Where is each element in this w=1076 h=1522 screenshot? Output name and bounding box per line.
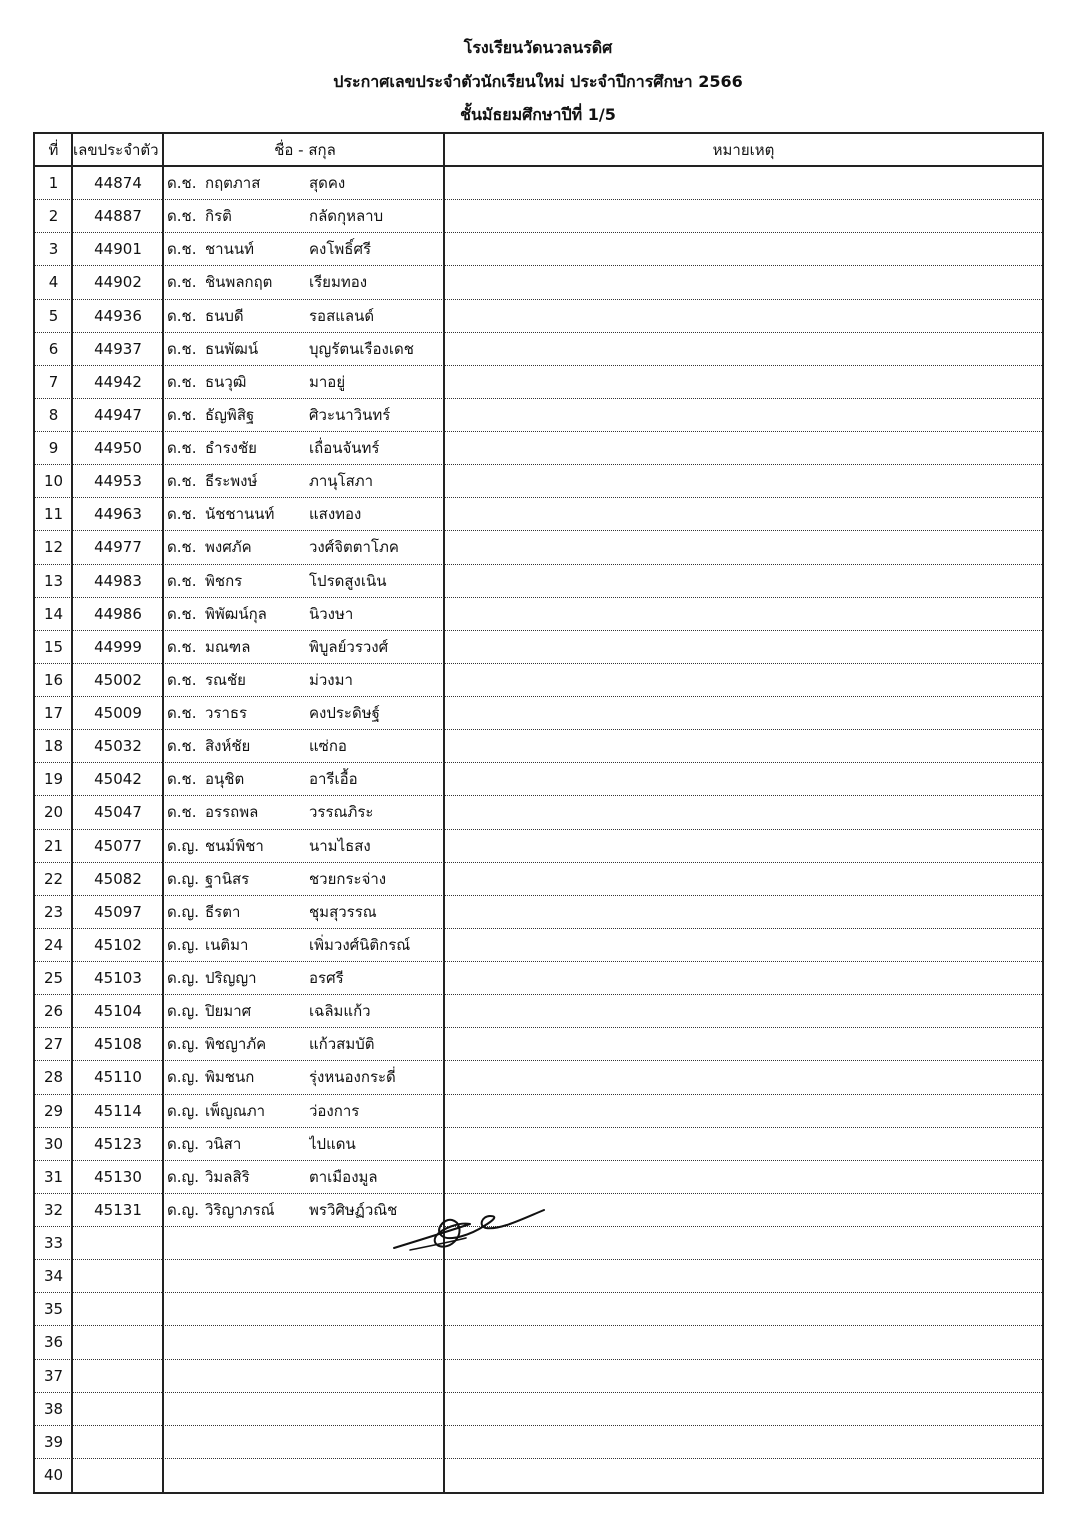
note-cell <box>445 432 1042 464</box>
table-row <box>35 333 1042 366</box>
table-row <box>35 531 1042 564</box>
last-name: ม่วงมา <box>309 670 353 689</box>
student-id <box>73 1293 163 1325</box>
table-row <box>35 1028 1042 1061</box>
last-name: เถื่อนจันทร์ <box>309 439 380 458</box>
first-name: ธนบดี <box>205 306 244 325</box>
name-prefix: ด.ช. <box>167 505 197 524</box>
table-row <box>35 167 1042 200</box>
student-id: 45077 <box>94 836 142 855</box>
row-number: 31 <box>43 1167 64 1186</box>
first-name: ปิยมาศ <box>205 1002 252 1021</box>
row-number: 3 <box>48 240 59 259</box>
announcement-title: ประกาศเลขประจำตัวนักเรียนใหม่ ประจำปีการศึกษา 2566 <box>333 72 743 91</box>
student-id: 44983 <box>94 571 142 590</box>
first-name: ฐานิสร <box>205 869 250 888</box>
first-name: พิพัฒน์กุล <box>205 604 267 623</box>
last-name: เฉลิมแก้ว <box>309 1002 371 1021</box>
note-cell <box>445 1326 1042 1358</box>
note-cell <box>445 200 1042 232</box>
first-name: อรรถพล <box>205 803 259 822</box>
first-name: ธัญพิสิฐ <box>205 405 255 424</box>
note-cell <box>445 1293 1042 1325</box>
note-cell <box>445 1459 1042 1492</box>
last-name: เพิ่มวงศ์นิติกรณ์ <box>309 935 411 954</box>
table-row <box>35 1360 1042 1393</box>
row-number: 12 <box>43 538 64 557</box>
first-name: นัชชานนท์ <box>205 505 275 524</box>
student-id: 44986 <box>94 604 142 623</box>
row-number: 14 <box>43 604 64 623</box>
last-name: บุญรัตนเรืองเดช <box>309 339 414 358</box>
note-cell <box>445 300 1042 332</box>
row-number: 2 <box>48 207 59 226</box>
row-number: 20 <box>43 803 64 822</box>
row-number: 16 <box>43 670 64 689</box>
first-name: ธีระพงษ์ <box>205 472 258 491</box>
student-id: 45002 <box>94 670 142 689</box>
note-cell <box>445 1260 1042 1292</box>
name-prefix: ด.ช. <box>167 637 197 656</box>
last-name: นามไธสง <box>309 836 371 855</box>
table-row <box>35 631 1042 664</box>
note-cell <box>445 498 1042 530</box>
last-name: นิวงษา <box>309 604 354 623</box>
last-name: คงประดิษฐ์ <box>309 704 380 723</box>
note-cell <box>445 962 1042 994</box>
note-cell <box>445 631 1042 663</box>
first-name <box>205 1426 310 1458</box>
last-name: พิบูลย์วรวงศ์ <box>309 637 389 656</box>
first-name: ธำรงชัย <box>205 439 257 458</box>
class-title: ชั้นมัธยมศึกษาปีที่ 1/5 <box>460 105 616 124</box>
row-number: 30 <box>43 1134 64 1153</box>
last-name: วงศ์จิตตาโภค <box>309 538 399 557</box>
table-row <box>35 1293 1042 1326</box>
last-name: คงโพธิ์ศรี <box>309 240 372 259</box>
student-id: 45108 <box>94 1035 142 1054</box>
row-number: 13 <box>43 571 64 590</box>
table-row <box>35 1459 1042 1492</box>
first-name: อนุชิต <box>205 770 245 789</box>
table-row <box>35 498 1042 531</box>
last-name: รุ่งหนองกระดี่ <box>309 1068 396 1087</box>
first-name: ชินพลกฤต <box>205 273 273 292</box>
first-name: กฤตภาส <box>205 174 261 193</box>
table-row <box>35 598 1042 631</box>
last-name: สุดคง <box>309 174 346 193</box>
name-prefix: ด.ญ. <box>167 969 200 988</box>
name-prefix: ด.ญ. <box>167 1002 200 1021</box>
first-name <box>205 1326 310 1358</box>
student-id <box>73 1260 163 1292</box>
last-name: มาอยู่ <box>309 372 346 391</box>
name-prefix <box>167 1260 207 1292</box>
name-prefix: ด.ช. <box>167 273 197 292</box>
first-name <box>205 1227 310 1259</box>
row-number: 26 <box>43 1002 64 1021</box>
student-id: 45009 <box>94 704 142 723</box>
student-id: 44942 <box>94 372 142 391</box>
student-id: 45102 <box>94 935 142 954</box>
table-row <box>35 1061 1042 1094</box>
name-prefix: ด.ช. <box>167 538 197 557</box>
student-id: 45110 <box>94 1068 142 1087</box>
student-id: 44953 <box>94 472 142 491</box>
name-prefix: ด.ช. <box>167 306 197 325</box>
table-row <box>35 863 1042 896</box>
row-number: 7 <box>48 372 59 391</box>
note-cell <box>445 796 1042 828</box>
last-name: อารีเอื้อ <box>309 770 358 789</box>
first-name: วิมลสิริ <box>205 1167 250 1186</box>
student-id: 44902 <box>94 273 142 292</box>
first-name <box>205 1293 310 1325</box>
name-prefix: ด.ช. <box>167 737 197 756</box>
name-prefix: ด.ช. <box>167 439 197 458</box>
note-cell <box>445 1360 1042 1392</box>
note-cell <box>445 995 1042 1027</box>
table-row <box>35 1326 1042 1359</box>
table-row <box>35 233 1042 266</box>
student-id: 44977 <box>94 538 142 557</box>
table-row <box>35 995 1042 1028</box>
row-number: 4 <box>48 273 59 292</box>
table-row <box>35 697 1042 730</box>
table-row <box>35 366 1042 399</box>
name-prefix: ด.ญ. <box>167 869 200 888</box>
name-prefix: ด.ญ. <box>167 1200 200 1219</box>
name-prefix <box>167 1326 207 1358</box>
student-id: 44874 <box>94 174 142 193</box>
last-name: โปรดสูงเนิน <box>309 571 387 590</box>
student-id <box>73 1393 163 1425</box>
table-row <box>35 763 1042 796</box>
note-cell <box>445 730 1042 762</box>
first-name <box>205 1459 310 1492</box>
last-name <box>309 1326 441 1358</box>
table-row <box>35 300 1042 333</box>
student-id: 45042 <box>94 770 142 789</box>
note-cell <box>445 565 1042 597</box>
first-name: ปริญญา <box>205 969 257 988</box>
row-number: 22 <box>43 869 64 888</box>
table-row <box>35 200 1042 233</box>
name-prefix: ด.ช. <box>167 803 197 822</box>
last-name: อรศรี <box>309 969 344 988</box>
name-prefix: ด.ช. <box>167 770 197 789</box>
last-name: ว่องการ <box>309 1101 360 1120</box>
student-id: 44947 <box>94 405 142 424</box>
table-row <box>35 1260 1042 1293</box>
table-row <box>35 1161 1042 1194</box>
first-name: พิชญาภัค <box>205 1035 267 1054</box>
table-header-row <box>35 134 1042 167</box>
last-name <box>309 1360 441 1392</box>
name-prefix: ด.ญ. <box>167 836 200 855</box>
header-name: ชื่อ - สกุล <box>274 140 336 159</box>
first-name: ชนม์พิชา <box>205 836 264 855</box>
student-id <box>73 1426 163 1458</box>
last-name: ตาเมืองมูล <box>309 1167 378 1186</box>
name-prefix: ด.ญ. <box>167 1068 200 1087</box>
name-prefix <box>167 1227 207 1259</box>
row-number: 37 <box>43 1366 64 1385</box>
row-number: 27 <box>43 1035 64 1054</box>
name-prefix: ด.ญ. <box>167 1134 200 1153</box>
name-prefix: ด.ช. <box>167 704 197 723</box>
student-id: 45082 <box>94 869 142 888</box>
name-prefix <box>167 1393 207 1425</box>
note-cell <box>445 233 1042 265</box>
student-id: 45114 <box>94 1101 142 1120</box>
last-name: แก้วสมบัติ <box>309 1035 375 1054</box>
student-id: 45097 <box>94 902 142 921</box>
note-cell <box>445 1426 1042 1458</box>
name-prefix: ด.ญ. <box>167 1167 200 1186</box>
row-number: 35 <box>43 1300 64 1319</box>
name-prefix: ด.ช. <box>167 207 197 226</box>
row-number: 5 <box>48 306 59 325</box>
last-name: ภานุโสภา <box>309 472 374 491</box>
first-name: กิรติ <box>205 207 232 226</box>
first-name: รณชัย <box>205 670 246 689</box>
row-number: 38 <box>43 1399 64 1418</box>
table-row <box>35 1095 1042 1128</box>
student-id: 45032 <box>94 737 142 756</box>
note-cell <box>445 465 1042 497</box>
table-row <box>35 896 1042 929</box>
note-cell <box>445 763 1042 795</box>
first-name: สิงห์ชัย <box>205 737 251 756</box>
first-name: เพ็ญณภา <box>205 1101 266 1120</box>
table-row <box>35 929 1042 962</box>
last-name <box>309 1459 441 1492</box>
first-name <box>205 1360 310 1392</box>
row-number: 1 <box>48 174 59 193</box>
table-row <box>35 432 1042 465</box>
note-cell <box>445 399 1042 431</box>
first-name <box>205 1260 310 1292</box>
student-id: 44936 <box>94 306 142 325</box>
last-name <box>309 1260 441 1292</box>
first-name: พงศภัค <box>205 538 252 557</box>
student-id <box>73 1227 163 1259</box>
note-cell <box>445 266 1042 298</box>
row-number: 32 <box>43 1200 64 1219</box>
row-number: 10 <box>43 472 64 491</box>
row-number: 23 <box>43 902 64 921</box>
name-prefix: ด.ช. <box>167 604 197 623</box>
name-prefix <box>167 1459 207 1492</box>
student-id: 44887 <box>94 207 142 226</box>
first-name: เนติมา <box>205 935 249 954</box>
name-prefix <box>167 1293 207 1325</box>
note-cell <box>445 1095 1042 1127</box>
name-prefix: ด.ช. <box>167 174 197 193</box>
note-cell <box>445 366 1042 398</box>
note-cell <box>445 1393 1042 1425</box>
last-name: ชวยกระจ่าง <box>309 869 387 888</box>
row-number: 36 <box>43 1333 64 1352</box>
student-id: 44901 <box>94 240 142 259</box>
note-cell <box>445 664 1042 696</box>
first-name: วนิสา <box>205 1134 242 1153</box>
row-number: 15 <box>43 637 64 656</box>
last-name <box>309 1426 441 1458</box>
row-number: 24 <box>43 935 64 954</box>
first-name: พิชกร <box>205 571 243 590</box>
header-note: หมายเหตุ <box>712 140 775 159</box>
last-name: แซ่กอ <box>309 737 347 756</box>
last-name: ไปแดน <box>309 1134 356 1153</box>
note-cell <box>445 333 1042 365</box>
student-id: 45047 <box>94 803 142 822</box>
signature-image <box>390 1196 550 1264</box>
name-prefix <box>167 1360 207 1392</box>
note-cell <box>445 896 1042 928</box>
row-number: 11 <box>43 505 64 524</box>
table-row <box>35 664 1042 697</box>
row-number: 28 <box>43 1068 64 1087</box>
last-name: พรวิศิษฏ์วณิช <box>309 1200 398 1219</box>
name-prefix: ด.ช. <box>167 670 197 689</box>
table-row <box>35 830 1042 863</box>
table-row <box>35 730 1042 763</box>
student-id: 45123 <box>94 1134 142 1153</box>
row-number: 29 <box>43 1101 64 1120</box>
table-row <box>35 962 1042 995</box>
table-row <box>35 399 1042 432</box>
note-cell <box>445 830 1042 862</box>
school-name: โรงเรียนวัดนวลนรดิศ <box>463 38 613 57</box>
last-name: วรรณภิระ <box>309 803 374 822</box>
row-number: 34 <box>43 1267 64 1286</box>
student-id <box>73 1459 163 1492</box>
first-name: ชานนท์ <box>205 240 254 259</box>
row-number: 25 <box>43 969 64 988</box>
note-cell <box>445 929 1042 961</box>
last-name: ศิวะนาวินทร์ <box>309 405 391 424</box>
first-name: ธนพัฒน์ <box>205 339 259 358</box>
student-id: 44999 <box>94 637 142 656</box>
student-id: 44950 <box>94 439 142 458</box>
name-prefix: ด.ญ. <box>167 935 200 954</box>
note-cell <box>445 598 1042 630</box>
name-prefix: ด.ช. <box>167 571 197 590</box>
note-cell <box>445 531 1042 563</box>
row-number: 8 <box>48 405 59 424</box>
name-prefix: ด.ช. <box>167 240 197 259</box>
header-id: เลขประจำตัว <box>73 140 159 159</box>
student-id: 45104 <box>94 1002 142 1021</box>
name-prefix: ด.ช. <box>167 339 197 358</box>
name-prefix: ด.ญ. <box>167 902 200 921</box>
student-id <box>73 1326 163 1358</box>
table-row <box>35 1128 1042 1161</box>
table-row <box>35 266 1042 299</box>
row-number: 18 <box>43 737 64 756</box>
row-number: 21 <box>43 836 64 855</box>
note-cell <box>445 1128 1042 1160</box>
first-name: มณฑล <box>205 637 251 656</box>
student-id: 45130 <box>94 1167 142 1186</box>
first-name: ธีรตา <box>205 902 241 921</box>
last-name: รอสแลนด์ <box>309 306 375 325</box>
row-number: 19 <box>43 770 64 789</box>
table-row <box>35 796 1042 829</box>
student-id: 45131 <box>94 1200 142 1219</box>
table-row <box>35 1426 1042 1459</box>
last-name: แสงทอง <box>309 505 362 524</box>
student-id: 45103 <box>94 969 142 988</box>
first-name: พิมชนก <box>205 1068 255 1087</box>
note-cell <box>445 1161 1042 1193</box>
row-number: 40 <box>43 1466 64 1485</box>
last-name <box>309 1293 441 1325</box>
note-cell <box>445 863 1042 895</box>
first-name: วราธร <box>205 704 248 723</box>
row-number: 17 <box>43 704 64 723</box>
first-name: วิริญาภรณ์ <box>205 1200 275 1219</box>
name-prefix: ด.ญ. <box>167 1035 200 1054</box>
table-row <box>35 465 1042 498</box>
row-number: 9 <box>48 439 59 458</box>
last-name <box>309 1393 441 1425</box>
name-prefix <box>167 1426 207 1458</box>
student-id: 44937 <box>94 339 142 358</box>
first-name: ธนวุฒิ <box>205 372 247 391</box>
last-name: ชุมสุวรรณ <box>309 902 377 921</box>
note-cell <box>445 1061 1042 1093</box>
note-cell <box>445 697 1042 729</box>
row-number: 39 <box>43 1432 64 1451</box>
student-id: 44963 <box>94 505 142 524</box>
name-prefix: ด.ช. <box>167 472 197 491</box>
header-no: ที่ <box>48 140 59 159</box>
last-name: กลัดกุหลาบ <box>309 207 384 226</box>
name-prefix: ด.ญ. <box>167 1101 200 1120</box>
student-table <box>33 132 1044 1494</box>
first-name <box>205 1393 310 1425</box>
name-prefix: ด.ช. <box>167 372 197 391</box>
note-cell <box>445 1028 1042 1060</box>
row-number: 6 <box>48 339 59 358</box>
table-row <box>35 1393 1042 1426</box>
last-name: เรียมทอง <box>309 273 368 292</box>
note-cell <box>445 167 1042 199</box>
name-prefix: ด.ช. <box>167 405 197 424</box>
row-number: 33 <box>43 1234 64 1253</box>
table-row <box>35 565 1042 598</box>
student-id <box>73 1360 163 1392</box>
